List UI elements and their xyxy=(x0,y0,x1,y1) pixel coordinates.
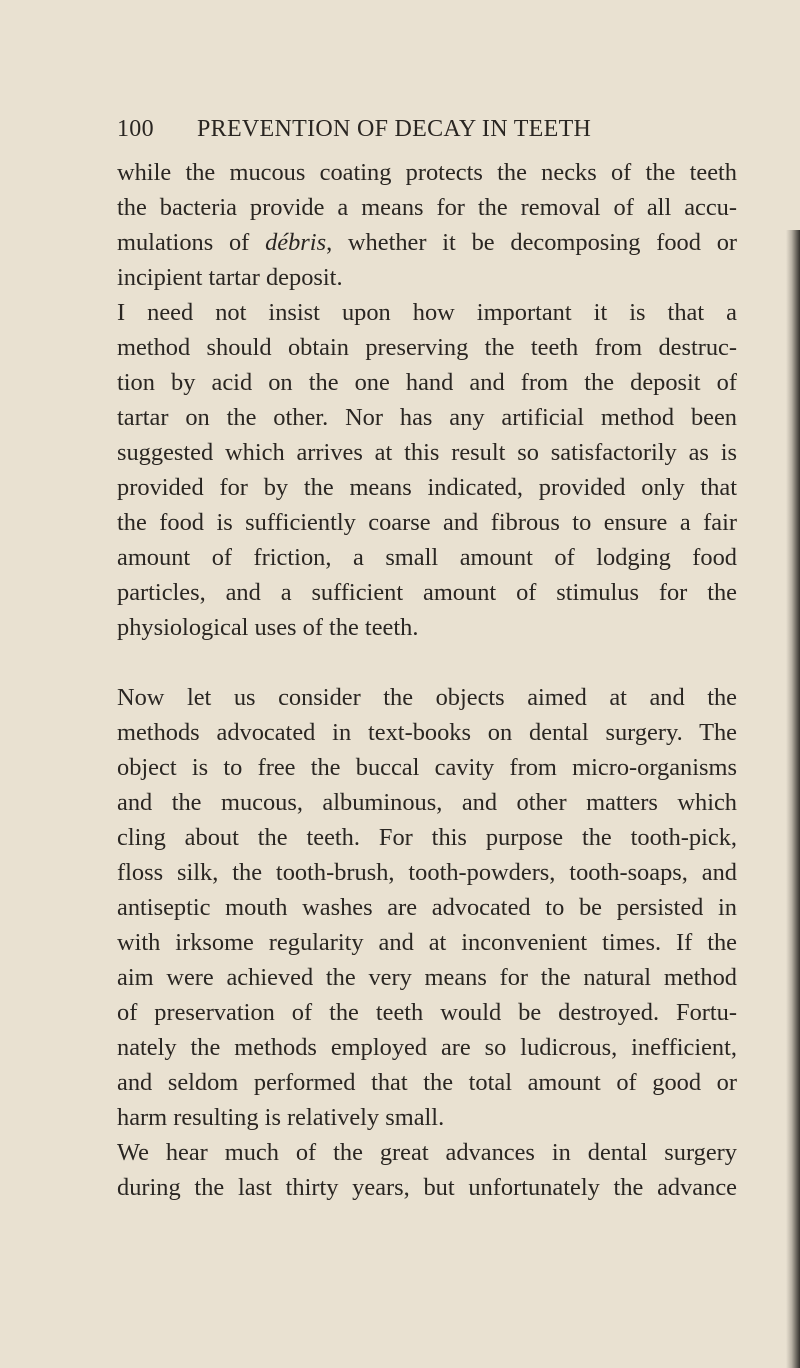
text-line: antiseptic mouth washes are advocated to be persisted in xyxy=(117,894,737,921)
paragraph-gap xyxy=(117,645,737,680)
running-head xyxy=(117,116,677,143)
text-line: incipient tartar deposit. xyxy=(117,264,343,291)
text-line: method should obtain preserving the teeth from destruc- xyxy=(117,334,737,361)
running-title: PREVENTION OF DECAY IN TEETH xyxy=(197,116,592,142)
text-line: physiological uses of the teeth. xyxy=(117,614,419,641)
text-line: aim were achieved the very means for the natural method xyxy=(117,964,737,991)
text-line: the food is sufficiently coarse and fibrous to ensure a fair xyxy=(117,509,737,536)
text-line: tion by acid on the one hand and from the deposit of xyxy=(117,369,737,396)
text-line: object is to free the buccal cavity from micro-organisms xyxy=(117,754,737,781)
text-line: floss silk, the tooth-brush, tooth-powders, tooth-soaps, and xyxy=(117,859,737,886)
text-line: provided for by the means indicated, provided only that xyxy=(117,474,737,501)
text-line: I need not insist upon how important it is that a xyxy=(117,299,737,326)
page-number: 100 xyxy=(117,116,154,142)
text-line: Now let us consider the objects aimed at and the xyxy=(117,684,737,711)
text-line: and the mucous, albuminous, and other matters which xyxy=(117,789,737,816)
text-line: cling about the teeth. For this purpose the tooth-pick, xyxy=(117,824,737,851)
text-segment: , whether it be decomposing food or xyxy=(326,229,738,256)
text-line: and seldom performed that the total amount of good or xyxy=(117,1069,737,1096)
text-segment: mulations of xyxy=(117,229,266,256)
text-line: methods advocated in text-books on dental surgery. The xyxy=(117,719,737,746)
text-line: amount of friction, a small amount of lodging food xyxy=(117,544,737,571)
text-line: We hear much of the great advances in dental surgery xyxy=(117,1139,737,1166)
page-edge-shadow xyxy=(786,230,800,1368)
text-line: the bacteria provide a means for the removal of all accu- xyxy=(117,194,737,221)
text-line: with irksome regularity and at inconvenient times. If the xyxy=(117,929,737,956)
text-line xyxy=(117,225,737,260)
text-line: suggested which arrives at this result so satisfactorily as is xyxy=(117,439,737,466)
text-line: nately the methods employed are so ludicrous, inefficient, xyxy=(117,1034,737,1061)
text-line: while the mucous coating protects the necks of the teeth xyxy=(117,159,737,186)
italic-term: débris xyxy=(265,229,327,256)
text-line: of preservation of the teeth would be destroyed. Fortu- xyxy=(117,999,737,1026)
text-line: particles, and a sufficient amount of stimulus for the xyxy=(117,579,737,606)
body-text xyxy=(117,155,737,1205)
text-line: during the last thirty years, but unfortunately the advance xyxy=(117,1174,737,1201)
text-line: tartar on the other. Nor has any artificial method been xyxy=(117,404,737,431)
text-line: harm resulting is relatively small. xyxy=(117,1104,445,1131)
